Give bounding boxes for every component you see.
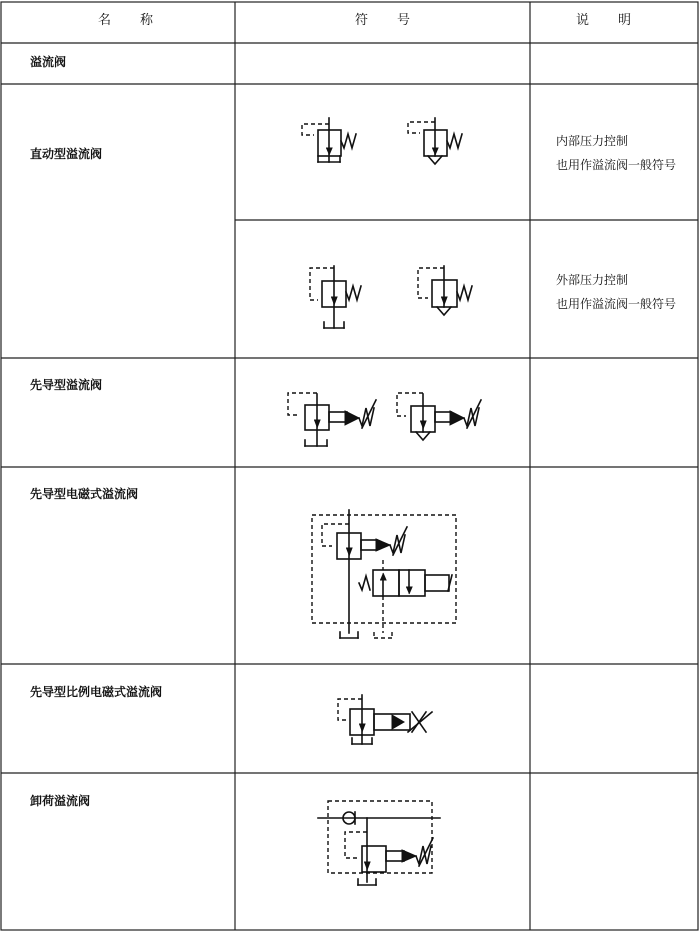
row-name-unloading-relief-valve: 卸荷溢流阀 (30, 794, 91, 808)
note-external-line1: 外部压力控制 (556, 273, 629, 287)
relief-valve-pilot-alt-symbol (397, 393, 481, 440)
note-internal-line1: 内部压力控制 (556, 134, 629, 148)
row-name-pilot-relief-valve: 先导型溢流阀 (30, 378, 103, 392)
relief-valve-direct-internal-symbol (302, 118, 356, 162)
header-symbol: 符 号 (355, 13, 412, 28)
note-internal-line2: 也用作溢流阀一般符号 (556, 158, 677, 172)
row-name-proportional-relief-valve: 先导型比例电磁式溢流阀 (30, 685, 163, 699)
relief-valve-direct-external-alt-symbol (418, 266, 472, 315)
relief-valve-direct-internal-alt-symbol (408, 118, 462, 164)
row-name-pilot-solenoid-relief-valve: 先导型电磁式溢流阀 (30, 487, 139, 501)
relief-valve-proportional-symbol (338, 695, 432, 744)
relief-valve-pilot-solenoid-symbol (312, 510, 456, 638)
note-external-line2: 也用作溢流阀一般符号 (556, 297, 677, 311)
header-name: 名 称 (98, 13, 155, 28)
row-name-direct-relief-valve: 直动型溢流阀 (30, 147, 103, 161)
header-description: 说 明 (576, 13, 633, 28)
relief-valve-direct-external-symbol (310, 266, 361, 328)
row-name-relief-valve: 溢流阀 (30, 55, 67, 69)
unloading-relief-valve-symbol (318, 801, 440, 885)
relief-valve-pilot-symbol (288, 393, 376, 446)
